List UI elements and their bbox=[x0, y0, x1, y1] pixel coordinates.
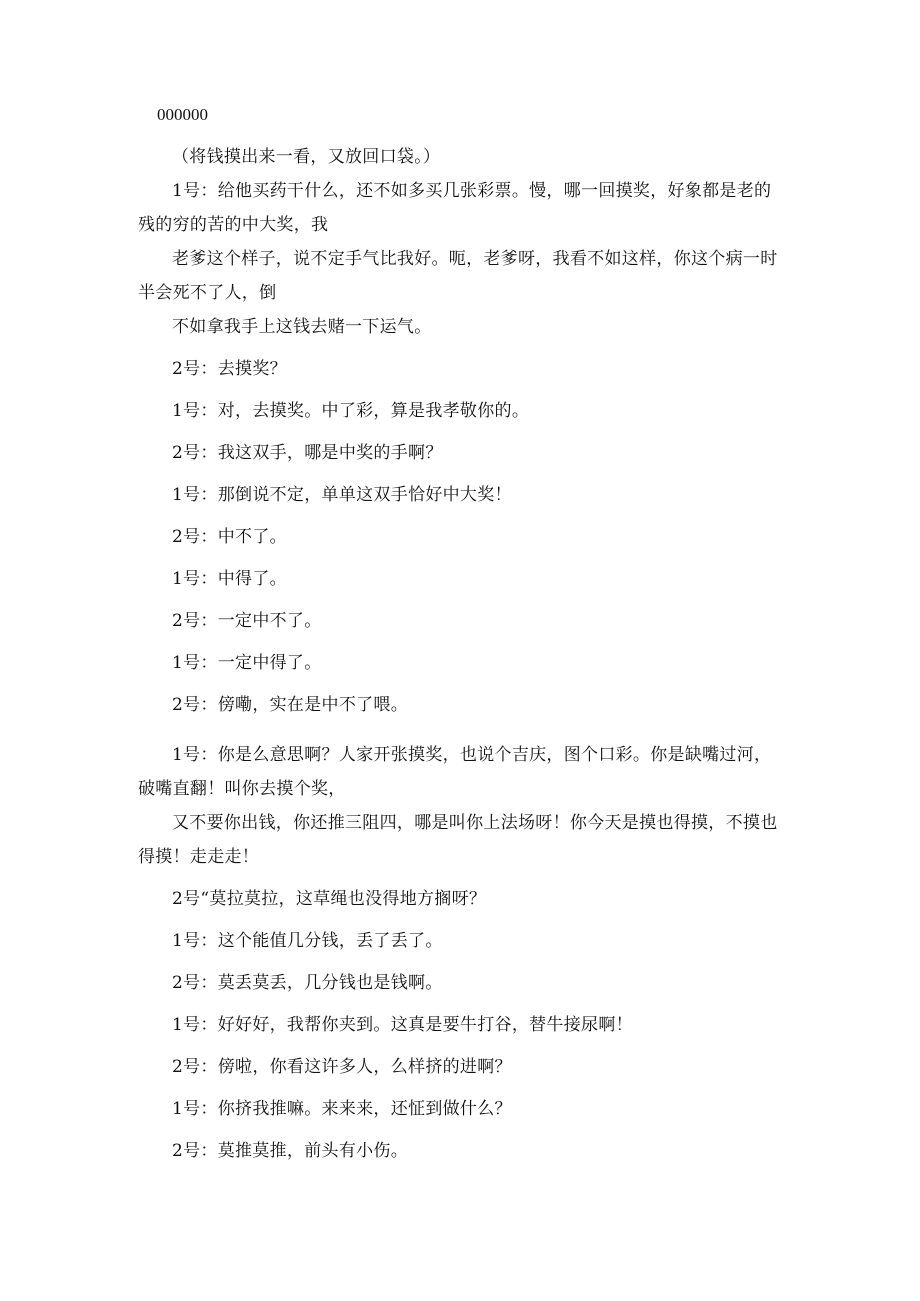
stage-direction: （将钱摸出来一看，又放回口袋。） bbox=[172, 147, 441, 167]
dialogue-line: 1号：你是么意思啊？人家开张摸奖，也说个吉庆，图个口彩。你是缺嘴过河，破嘴直翻！叫你去摸个奖， bbox=[138, 745, 772, 799]
dialogue-line: 老爹这个样子，说不定手气比我好。呃，老爹呀，我看不如这样，你这个病一时半会死不了人，倒 bbox=[138, 249, 778, 303]
dialogue-line: 1号：那倒说不定，单单这双手恰好中大奖！ bbox=[172, 485, 512, 505]
dialogue-line: 2号：我这双手，哪是中奖的手啊？ bbox=[172, 443, 443, 463]
dialogue-line: 1号：一定中得了。 bbox=[172, 653, 322, 673]
dialogue-line: 1号：好好好，我帮你夹到。这真是要牛打谷，替牛接尿啊！ bbox=[172, 1015, 633, 1035]
dialogue-line: 1号：中得了。 bbox=[172, 569, 287, 589]
document-code: 000000 bbox=[157, 105, 208, 124]
dialogue-line: 2号：傍嘞，实在是中不了喂。 bbox=[172, 695, 409, 715]
dialogue-line: 不如拿我手上这钱去赌一下运气。 bbox=[172, 317, 432, 337]
dialogue-line: 1号：对，去摸奖。中了彩，算是我孝敬你的。 bbox=[172, 401, 530, 421]
dialogue-line: 2号：莫推莫推，前头有小伤。 bbox=[172, 1141, 409, 1161]
dialogue-line: 2号：中不了。 bbox=[172, 527, 287, 547]
dialogue-line: 又不要你出钱，你还推三阻四，哪是叫你上法场呀！你今天是摸也得摸，不摸也得摸！走走走！ bbox=[138, 813, 778, 867]
dialogue-line: 1号：你挤我推嘛。来来来，还怔到做什么？ bbox=[172, 1099, 512, 1119]
dialogue-line: 2号“莫拉莫拉，这草绳也没得地方搁呀？ bbox=[172, 889, 487, 909]
dialogue-line: 2号：去摸奖？ bbox=[172, 359, 287, 379]
dialogue-body bbox=[138, 140, 788, 1168]
dialogue-line: 2号：傍啦，你看这许多人，么样挤的进啊？ bbox=[172, 1057, 512, 1077]
dialogue-line: 2号：一定中不了。 bbox=[172, 611, 322, 631]
dialogue-line: 1号：给他买药干什么，还不如多买几张彩票。慢，哪一回摸奖，好象都是老的残的穷的苦的中大奖，我 bbox=[138, 181, 772, 235]
dialogue-line: 1号：这个能值几分钱，丢了丢了。 bbox=[172, 931, 443, 951]
dialogue-line: 2号：莫丢莫丢，几分钱也是钱啊。 bbox=[172, 973, 443, 993]
